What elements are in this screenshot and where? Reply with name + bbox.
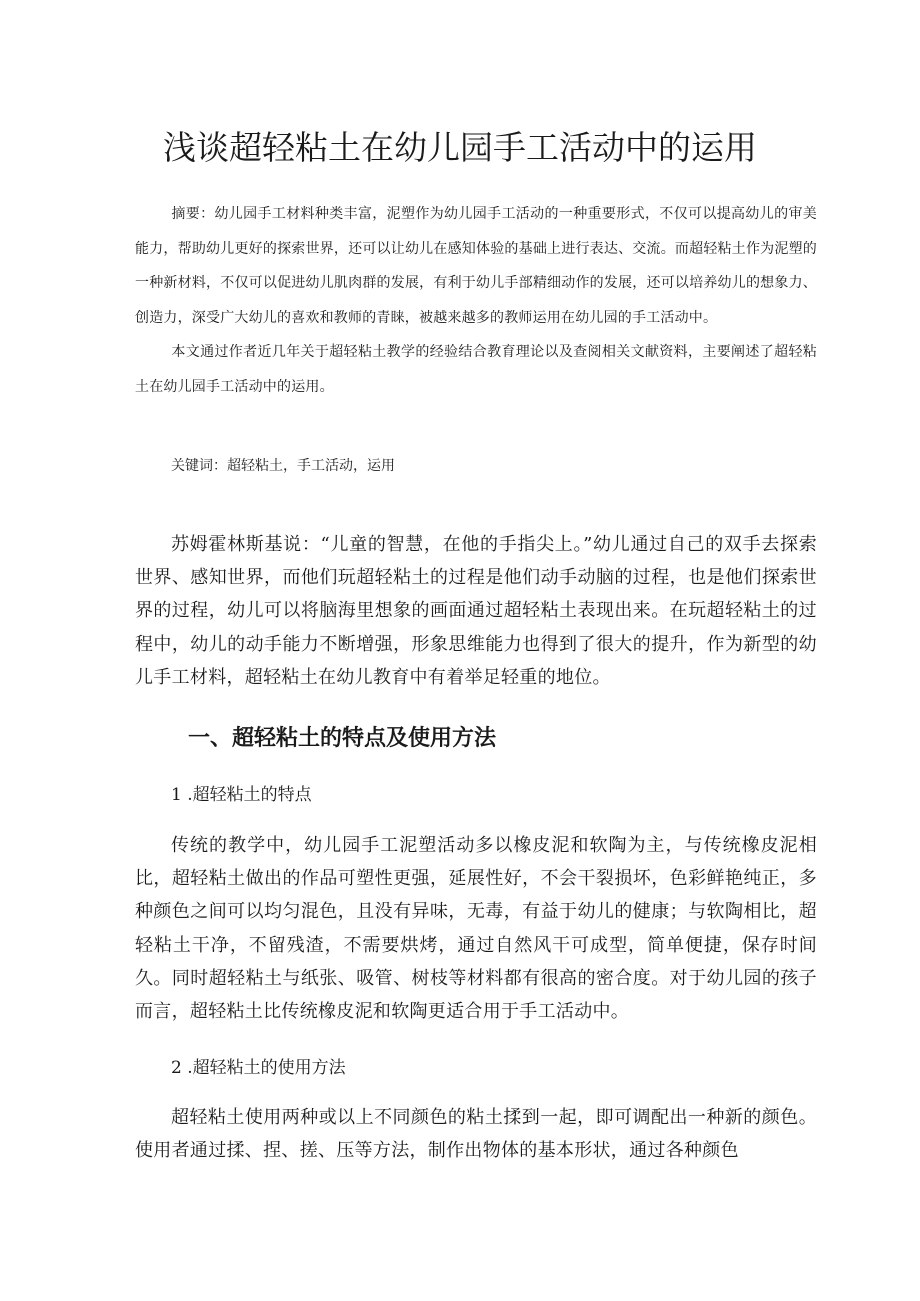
subsection-heading: 2 .超轻粘土的使用方法 <box>171 1058 346 1078</box>
body-paragraph: 传统的教学中，幼儿园手工泥塑活动多以橡皮泥和软陶为主，与传统橡皮泥相比，超轻粘土做出的作品可塑性更强，延展性好，不会干裂损坏，色彩鲜艳纯正，多种颜色之间可以均匀混色，且没有异味，无毒，有益于幼儿的健康；与软陶相比，超轻粘土干净，不留残渣，不需要烘烤，通过自然风干可成型，简单便捷，保存时间久。同时超轻粘土与纸张、吸管、树枝等材料都有很高的密合度。对于幼儿园的孩子而言，超轻粘土比传统橡皮泥和软陶更适合用于手工活动中。 <box>135 835 817 1023</box>
paper-title: 浅谈超轻粘土在幼儿园手工活动中的运用 <box>163 128 757 167</box>
section-heading: 一、超轻粘土的特点及使用方法 <box>188 726 497 751</box>
subsection-heading: 1 .超轻粘土的特点 <box>171 785 312 805</box>
body-paragraph: 超轻粘土使用两种或以上不同颜色的粘土揉到一起，即可调配出一种新的颜色。使用者通过揉、捏、搓、压等方法，制作出物体的基本形状，通过各种颜色 <box>135 1107 817 1162</box>
abstract-paragraph: 本文通过作者近几年关于超轻粘土教学的经验结合教育理论以及查阅相关文献资料，主要阐述了超轻粘土在幼儿园手工活动中的运用。 <box>135 344 817 395</box>
intro-paragraph: 苏姆霍林斯基说：“儿童的智慧，在他的手指尖上。”幼儿通过自己的双手去探索世界、感知世界，而他们玩超轻粘土的过程是他们动手动脑的过程，也是他们探索世界的过程，幼儿可以将脑海里想象的画面通过超轻粘土表现出来。在玩超轻粘土的过程中，幼儿的动手能力不断增强，形象思维能力也得到了很大的提升，作为新型的幼儿手工材料，超轻粘土在幼儿教育中有着举足轻重的地位。 <box>135 534 817 688</box>
abstract-paragraph: 摘要：幼儿园手工材料种类丰富，泥塑作为幼儿园手工活动的一种重要形式，不仅可以提高幼儿的审美能力，帮助幼儿更好的探索世界，还可以让幼儿在感知体验的基础上进行表达、交流。而超轻粘土作为泥塑的一种新材料，不仅可以促进幼儿肌肉群的发展，有利于幼儿手部精细动作的发展，还可以培养幼儿的想象力、创造力，深受广大幼儿的喜欢和教师的青睐，被越来越多的教师运用在幼儿园的手工活动中。 <box>135 206 817 326</box>
abstract <box>135 197 817 405</box>
keywords: 关键词：超轻粘土，手工活动，运用 <box>171 458 395 474</box>
